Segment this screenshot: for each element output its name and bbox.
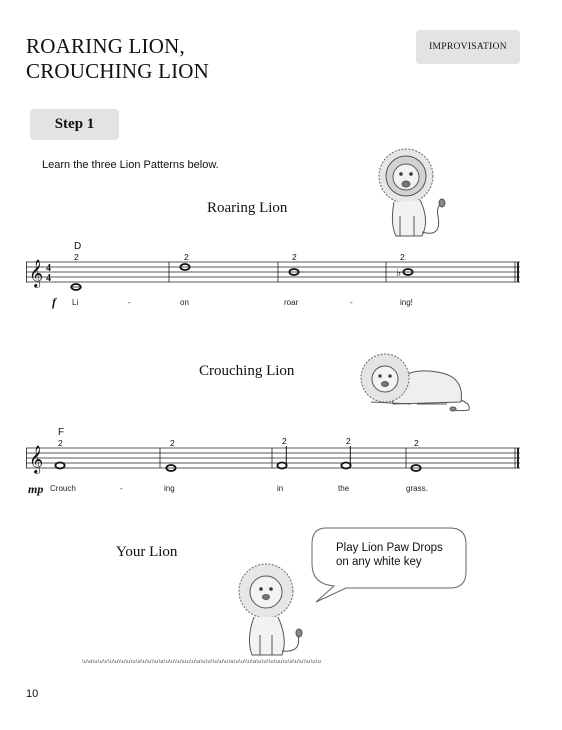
speech-bubble-text bbox=[336, 541, 443, 569]
roaring-lyric-6: ing! bbox=[400, 298, 413, 307]
crouching-dynamic: mp bbox=[28, 482, 44, 496]
crouching-lyric-6: grass. bbox=[406, 484, 428, 493]
roaring-lyric-1: Li bbox=[72, 298, 79, 307]
roaring-lyric-5: - bbox=[350, 298, 353, 307]
roaring-lion-staff bbox=[26, 250, 522, 300]
crouching-lyric-3: ing bbox=[164, 484, 175, 493]
roaring-lyric-3: on bbox=[180, 298, 189, 307]
speech-bubble-line-2: on any white key bbox=[336, 556, 422, 568]
lion-cub-illustration bbox=[232, 559, 310, 661]
title-line-2: CROUCHING LION bbox=[26, 59, 210, 83]
crouching-lyric-4: in bbox=[277, 484, 284, 493]
roaring-start-note: D bbox=[74, 241, 82, 252]
roaring-lion-title: Roaring Lion bbox=[207, 200, 288, 216]
crouching-fingering-5: 2 bbox=[414, 438, 419, 448]
roaring-fingering-1: 2 bbox=[74, 252, 79, 262]
crouching-lyric-1: Crouch bbox=[50, 484, 76, 493]
roaring-lyric-4: roar bbox=[284, 298, 299, 307]
crouching-fingering-4: 2 bbox=[346, 436, 351, 446]
sitting-lion-illustration bbox=[376, 146, 456, 242]
svg-text:4: 4 bbox=[46, 273, 51, 284]
crouching-lion-title: Crouching Lion bbox=[199, 363, 295, 379]
crouching-lion-staff bbox=[26, 436, 522, 486]
step-instruction: Learn the three Lion Patterns below. bbox=[42, 159, 219, 171]
treble-clef-icon: 𝄞 bbox=[29, 259, 44, 287]
roaring-fingering-2: 2 bbox=[184, 252, 189, 262]
step-label: Step 1 bbox=[30, 109, 119, 140]
crouching-start-note: F bbox=[58, 427, 65, 438]
svg-text:4: 4 bbox=[46, 263, 51, 274]
crouching-lion-illustration bbox=[357, 346, 479, 414]
roaring-dynamic: f bbox=[52, 295, 56, 309]
crouching-lyric-5: the bbox=[338, 484, 350, 493]
page-number: 10 bbox=[26, 688, 39, 700]
crouching-fingering-3: 2 bbox=[282, 436, 287, 446]
title-line-1: ROARING LION, bbox=[26, 34, 185, 58]
your-lion-title: Your Lion bbox=[116, 544, 178, 560]
crouching-lyric-2: - bbox=[120, 484, 123, 493]
crouching-fingering-2: 2 bbox=[170, 438, 175, 448]
roaring-fingering-4: 2 bbox=[400, 252, 405, 262]
treble-clef-icon: 𝄞 bbox=[29, 445, 44, 473]
page-title bbox=[26, 34, 209, 84]
flat-sign-icon: ♭ bbox=[396, 266, 402, 279]
roaring-lyric-2: - bbox=[128, 298, 131, 307]
crouching-fingering-1: 2 bbox=[58, 438, 63, 448]
grass-line: \u\a\u\u\v\u\u\\u\u\u\a\u\u\\u\a\u\u\\u\uu\u\a\u\u\\u\u\u\a\u\u\\u\a\u\u\\u\uu\u\a\u\u\\u\u\u bbox=[82, 659, 322, 665]
category-tag: IMPROVISATION bbox=[416, 30, 520, 64]
speech-bubble-line-1: Play Lion Paw Drops bbox=[336, 542, 443, 554]
roaring-fingering-3: 2 bbox=[292, 252, 297, 262]
